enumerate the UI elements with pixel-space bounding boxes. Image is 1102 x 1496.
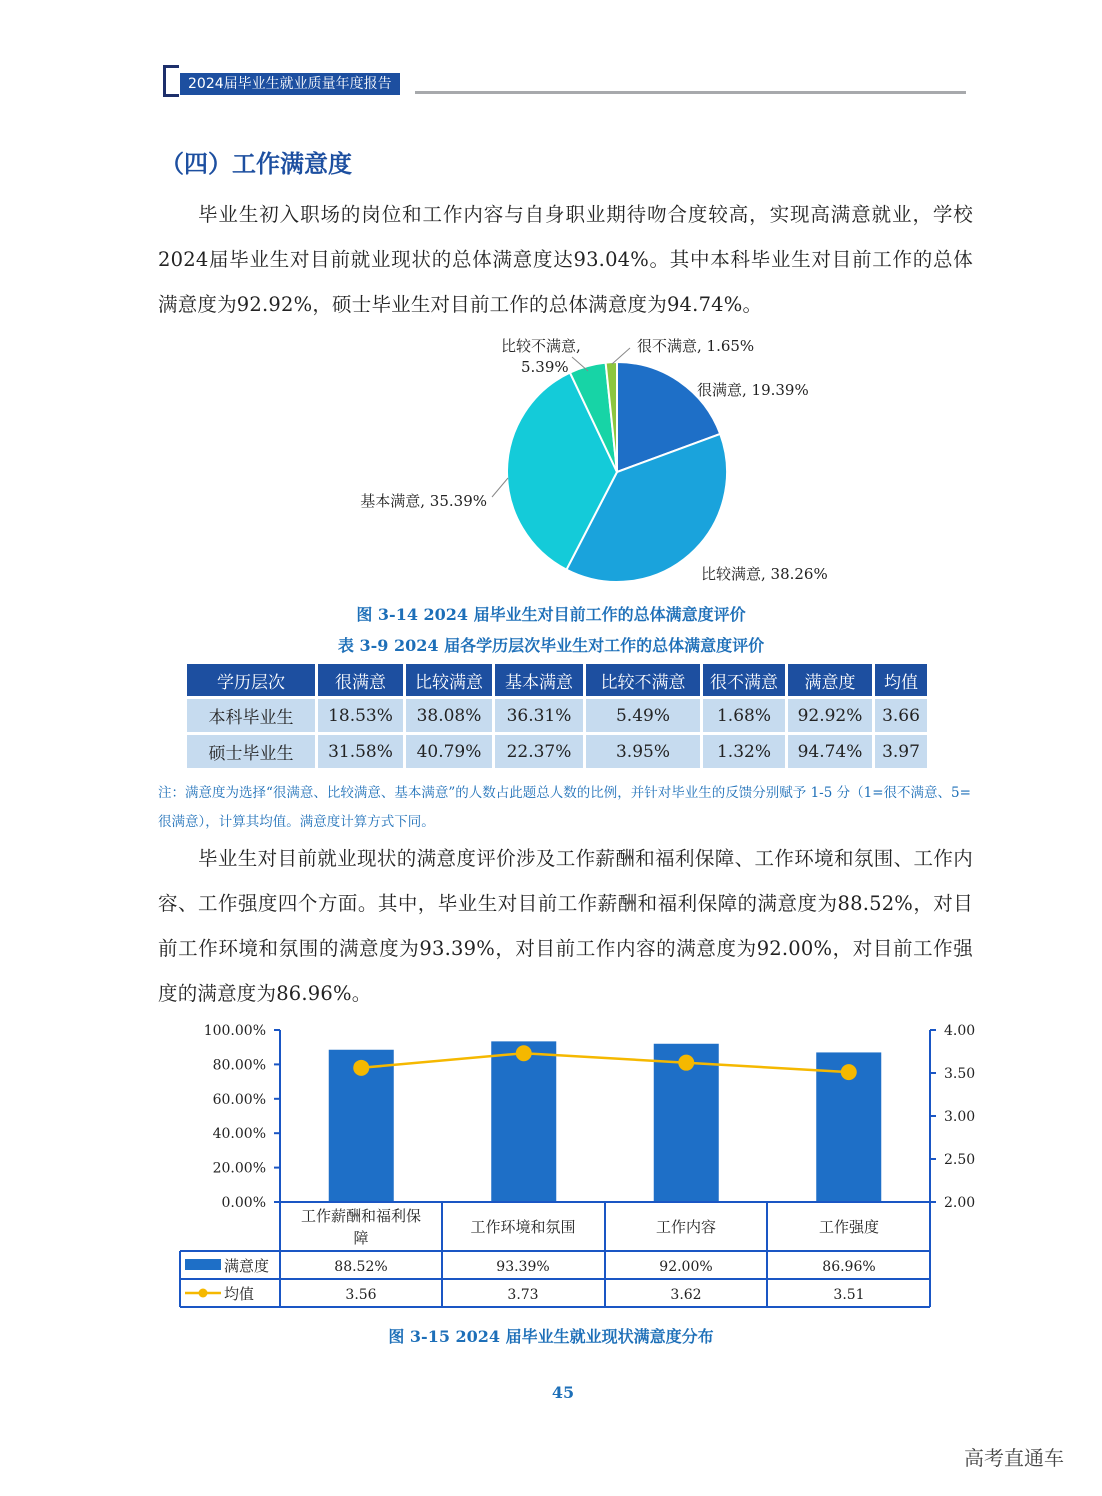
table-row bbox=[187, 699, 927, 732]
page-number: 45 bbox=[551, 1383, 575, 1402]
table-header-cell: 均值 bbox=[875, 664, 927, 696]
pie-label-less-satisfied-1: 比较不满意, bbox=[501, 337, 581, 355]
satisfaction-bar bbox=[491, 1041, 556, 1202]
table-cell: 94.74% bbox=[788, 735, 872, 768]
table-cell: 本科毕业生 bbox=[187, 699, 315, 732]
table-cell: 3.66 bbox=[875, 699, 927, 732]
category-label-1b: 障 bbox=[353, 1229, 369, 1247]
leader-basic bbox=[492, 478, 508, 497]
pie-caption: 图 3-14 2024 届毕业生对目前工作的总体满意度评价 bbox=[356, 605, 746, 624]
table-mean-value: 3.56 bbox=[345, 1287, 377, 1303]
report-header-title: 2024届毕业生就业质量年度报告 bbox=[180, 73, 400, 95]
category-label-4: 工作强度 bbox=[818, 1218, 880, 1236]
table-header-cell: 比较满意 bbox=[406, 664, 492, 696]
table-header-cell: 满意度 bbox=[788, 664, 872, 696]
table-header-cell: 很满意 bbox=[318, 664, 403, 696]
pie-label-fairly-satisfied: 比较满意, 38.26% bbox=[701, 565, 828, 583]
table-sat-value: 88.52% bbox=[334, 1259, 388, 1275]
pie-label-very-satisfied: 很满意, 19.39% bbox=[697, 381, 809, 399]
category-label-3: 工作内容 bbox=[655, 1218, 717, 1236]
left-axis-tick-label: 80.00% bbox=[212, 1057, 266, 1074]
left-axis-tick-label: 100.00% bbox=[203, 1023, 266, 1039]
table-caption: 表 3-9 2024 届各学历层次毕业生对工作的总体满意度评价 bbox=[337, 636, 765, 655]
table-cell: 18.53% bbox=[318, 699, 403, 732]
mean-point bbox=[516, 1045, 532, 1061]
table-cell: 3.97 bbox=[875, 735, 927, 768]
legend-bar-label: 满意度 bbox=[224, 1257, 270, 1275]
right-axis-tick-label: 3.00 bbox=[944, 1109, 976, 1125]
table-cell: 40.79% bbox=[406, 735, 492, 768]
left-axis-tick-label: 40.00% bbox=[212, 1126, 266, 1143]
mean-line bbox=[361, 1053, 849, 1072]
left-axis-tick-label: 60.00% bbox=[212, 1091, 266, 1108]
right-axis-tick-label: 4.00 bbox=[944, 1023, 976, 1039]
legend-line-marker bbox=[199, 1289, 208, 1298]
satisfaction-table bbox=[184, 661, 930, 771]
left-axis-tick-label: 20.00% bbox=[212, 1160, 266, 1177]
table-cell: 3.95% bbox=[586, 735, 700, 768]
category-label-2: 工作环境和氛围 bbox=[470, 1218, 576, 1236]
category-label-1a: 工作薪酬和福利保 bbox=[300, 1207, 422, 1225]
table-cell: 5.49% bbox=[586, 699, 700, 732]
watermark: 高考直通车 bbox=[964, 1446, 1064, 1470]
right-axis-tick-label: 2.00 bbox=[944, 1195, 976, 1211]
table-cell: 22.37% bbox=[495, 735, 583, 768]
intro-paragraph: 毕业生初入职场的岗位和工作内容与自身职业期待吻合度较高，实现高满意就业，学校2024届毕业生对目前就业现状的总体满意度达93.04%。其中本科毕业生对目前工作的总体满意度为92.92%，硕士毕业生对目前工作的总体满意度为94.74%。 bbox=[158, 203, 973, 316]
table-cell: 1.32% bbox=[703, 735, 785, 768]
table-cell: 1.68% bbox=[703, 699, 785, 732]
table-mean-value: 3.51 bbox=[833, 1287, 865, 1303]
legend-line-label: 均值 bbox=[224, 1285, 255, 1303]
right-axis-tick-label: 3.50 bbox=[944, 1066, 976, 1082]
table-cell: 31.58% bbox=[318, 735, 403, 768]
table-header-cell: 比较不满意 bbox=[586, 664, 700, 696]
table-row bbox=[187, 735, 927, 768]
table-header-cell: 很不满意 bbox=[703, 664, 785, 696]
right-axis-tick-label: 2.50 bbox=[944, 1152, 976, 1168]
table-sat-value: 93.39% bbox=[496, 1259, 550, 1275]
detail-paragraph: 毕业生对目前就业现状的满意度评价涉及工作薪酬和福利保障、工作环境和氛围、工作内容、工作强度四个方面。其中，毕业生对目前工作薪酬和福利保障的满意度为88.52%，对目前工作环境和氛围的满意度为93.39%，对目前工作内容的满意度为92.00%，对目前工作强度的满意度为86.96%。 bbox=[158, 847, 973, 1005]
pie-label-less-satisfied-2: 5.39% bbox=[521, 358, 569, 376]
pie-label-basic-satisfied: 基本满意, 35.39% bbox=[360, 492, 487, 510]
pie-label-not-satisfied: 很不满意, 1.65% bbox=[637, 337, 755, 355]
combo-caption: 图 3-15 2024 届毕业生就业现状满意度分布 bbox=[388, 1327, 714, 1346]
table-sat-value: 92.00% bbox=[659, 1259, 713, 1275]
table-header-row bbox=[187, 664, 927, 696]
pie-chart bbox=[0, 0, 1102, 600]
mean-point bbox=[353, 1060, 369, 1076]
combo-chart bbox=[0, 1015, 1102, 1315]
table-mean-value: 3.73 bbox=[507, 1287, 539, 1303]
mean-point bbox=[841, 1064, 857, 1080]
mean-point bbox=[678, 1055, 694, 1071]
table-sat-value: 86.96% bbox=[822, 1259, 876, 1275]
section-title: （四）工作满意度 bbox=[160, 150, 352, 178]
table-note: 注：满意度为选择“很满意、比较满意、基本满意”的人数占此题总人数的比例，并针对毕业生的反馈分别赋予 1-5 分（1=很不满意、5=很满意），计算其均值。满意度计算方式下同。 bbox=[158, 785, 971, 830]
left-axis-tick-label: 0.00% bbox=[221, 1195, 266, 1211]
table-cell: 36.31% bbox=[495, 699, 583, 732]
table-cell: 92.92% bbox=[788, 699, 872, 732]
table-mean-value: 3.62 bbox=[670, 1287, 702, 1303]
table-cell: 硕士毕业生 bbox=[187, 735, 315, 768]
legend-bar-swatch bbox=[185, 1259, 221, 1270]
table-cell: 38.08% bbox=[406, 699, 492, 732]
table-header-cell: 基本满意 bbox=[495, 664, 583, 696]
table-header-cell: 学历层次 bbox=[187, 664, 315, 696]
